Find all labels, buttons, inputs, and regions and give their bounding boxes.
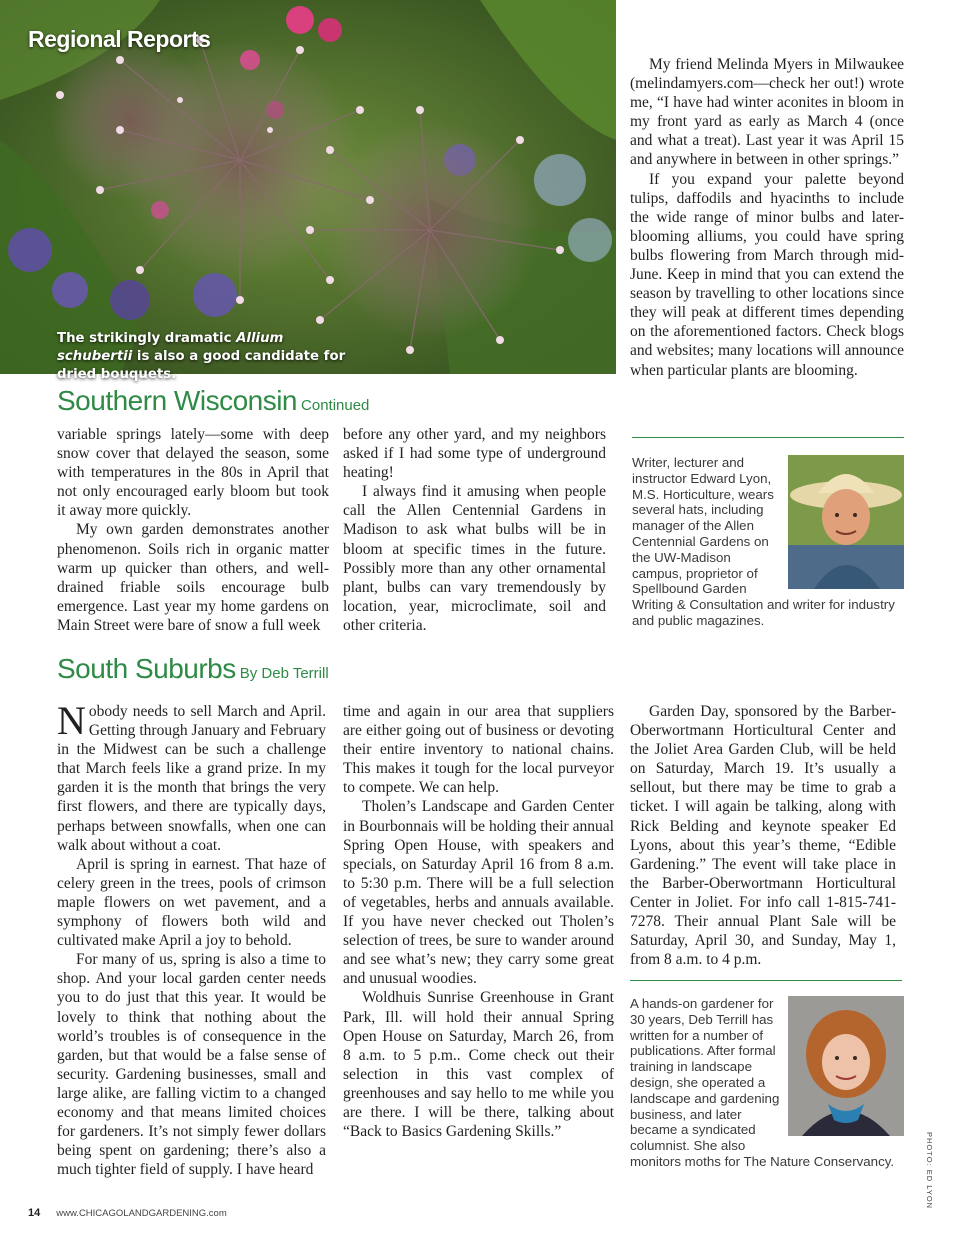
edward-lyon-bio-text: Writer, lecturer and instructor Edward Lyon, M.S. Horticulture, wears several hats, including manager of the Allen Centennial Gardens on the UW-Madison campus, proprietor of Spellbound Garden Writing & Consultation and writer for industry and public magazines. bbox=[632, 455, 895, 628]
section-tag: Regional Reports bbox=[28, 26, 211, 52]
sw-col3-para-1: My friend Melinda Myers in Milwaukee (melindamyers.com—check her out!) wrote me, “I have had winter aconites in bloom in my front yard as early as March 4 (once and what a treat). Last year it was April 15 and anywhere in between in other springs.” bbox=[630, 56, 904, 169]
caption-text-post: is also a good candidate for dried bouquets. bbox=[57, 349, 346, 382]
ss-col3-para-1: Garden Day, sponsored by the Barber-Oberwortmann Horticultural Center and the Joliet Area Garden Club, will be held on Saturday, March 19. It’s usually a sellout, but there may be time to grab a ticket. I will again be talking, along with Rick Belding and keynote speaker Ed Lyons, about this year’s theme, “Edible Gardening.” The event will take place in the Barber-Oberwortmann Horticultural Center in Joliet. For info call 1-815-741-7278. Their annual Plant Sale will be Saturday, April 30, and Sunday, May 1, from 8 a.m. to 4 p.m. bbox=[630, 703, 896, 969]
south-suburbs-byline: By Deb Terrill bbox=[239, 665, 329, 682]
page-number: 14 bbox=[28, 1207, 41, 1219]
sw-column-2 bbox=[343, 425, 606, 635]
edward-lyon-bio bbox=[632, 455, 904, 629]
page-footer bbox=[28, 1207, 227, 1219]
sw-col3-para-2: If you expand your palette beyond tulips, daffodils and hyacinths to include the wide range of minor bulbs and later-blooming alliums, you could have spring bulbs flowering from March through mid-June. Keep in mind that you can extend the season by travelling to other locations since they will peak at different times depending on the aforementioned factors. Check blogs and websites; many locations will announce when particular plants are blooming. bbox=[630, 170, 904, 379]
deb-terrill-portrait bbox=[788, 996, 904, 1136]
edward-lyon-portrait bbox=[788, 455, 904, 589]
sw-column-3 bbox=[630, 55, 904, 380]
ss-column-1 bbox=[57, 698, 326, 1179]
drop-cap: N bbox=[57, 698, 86, 743]
ss-col1-para-2: April is spring in earnest. That haze of celery green in the trees, pools of crimson maple flowers on wet pavement, and a symphony of flowers both wild and cultivated make April a joy to behold. bbox=[57, 855, 326, 950]
south-suburbs-heading bbox=[57, 653, 329, 685]
bio-divider-2 bbox=[630, 980, 902, 981]
photo-caption bbox=[57, 330, 357, 384]
southern-wisconsin-heading bbox=[57, 385, 369, 417]
ss-col1-para-3: For many of us, spring is also a time to shop. And your local garden center needs you to do just that this year. It would be lovely to think that nothing about the world’s troubles is of consequence in the garden, but that would be a false sense of security. Gardening businesses, small and large alike, are falling victim to a changed economy and that means limited choices for gardeners. It’s not simply fewer dollars being spent on gardening; there’s also a much tighter field of supply. I have heard bbox=[57, 951, 326, 1179]
southern-wisconsin-title: Southern Wisconsin bbox=[57, 385, 298, 416]
sw-col1-para-1: variable springs lately—some with deep snow cover that delayed the season, some with temperatures in the 80s in April that not only encouraged early bloom but took it away more quickly. bbox=[57, 426, 329, 520]
deb-terrill-photo bbox=[788, 996, 904, 1136]
southern-wisconsin-continued: Continued bbox=[301, 397, 370, 414]
ss-col1-para-1-text: obody needs to sell March and April. Getting through January and February in the Midwest can be such a challenge that March feels like a grand prize. In my garden it is the month that brings the very first flowers, and there are typically days, perhaps between snowfalls, when one can walk about without a coat. bbox=[57, 703, 326, 854]
website-url: www.CHICAGOLANDGARDENING.com bbox=[56, 1208, 227, 1219]
photo-credit: PHOTO: ED LYON bbox=[925, 1132, 934, 1210]
sw-col2-para-1: before any other yard, and my neighbors asked if I had some type of underground heating! bbox=[343, 426, 606, 482]
sw-column-1 bbox=[57, 425, 329, 635]
ss-col2-para-3: Woldhuis Sunrise Greenhouse in Grant Park, Ill. will hold their annual Spring Open House on Saturday, March 26, from 8 a.m. to 5 p.m.. Come check out their selection in this vast complex of greenhouses and say hello to me while you are there. I will be there, talking about “Back to Basics Gardening Skills.” bbox=[343, 989, 614, 1141]
deb-terrill-bio-text: A hands-on gardener for 30 years, Deb Terrill has written for a number of publications. After formal training in landscape design, she operated a landscape and gardening business, and later became a syndicated columnist. She also monitors moths for The Nature Conservancy. bbox=[630, 996, 895, 1169]
ss-col2-para-1: time and again in our area that suppliers are either going out of business or devoting their entire inventory to national chains. This makes it tough for the local purveyor to compete. We can help. bbox=[343, 703, 614, 797]
allium-photo-illustration bbox=[0, 0, 616, 374]
caption-species: Allium schubertii bbox=[57, 331, 284, 364]
bio-divider-1 bbox=[632, 437, 904, 438]
ss-col2-para-2: Tholen’s Landscape and Garden Center in Bourbonnais will be holding their annual Spring Open House, with speakers and specials, on Saturday April 16 from 8 a.m. to 5:30 p.m. There will be a full selection of vegetables, herbs and annuals available. If you have never checked out Tholen’s selection of trees, be sure to wander around and see what’s new; they carry some great and unusual woodies. bbox=[343, 798, 614, 988]
south-suburbs-title: South Suburbs bbox=[57, 653, 236, 684]
edward-lyon-photo bbox=[788, 455, 904, 589]
caption-text-pre: The strikingly dramatic bbox=[57, 331, 237, 346]
ss-column-3 bbox=[630, 702, 896, 969]
sw-col2-para-2: I always find it amusing when people call the Allen Centennial Gardens in Madison to ask what bulbs will be in bloom at specific times in the future. Possibly more than any other ornamental plant, bulbs can vary tremendously by location, year, microclimate, soil and other criteria. bbox=[343, 483, 606, 634]
deb-terrill-bio bbox=[630, 996, 904, 1170]
ss-col1-para-1 bbox=[57, 698, 326, 855]
allium-photo bbox=[0, 0, 616, 382]
ss-column-2 bbox=[343, 702, 614, 1141]
sw-col1-para-2: My own garden demonstrates another phenomenon. Soils rich in organic matter warm up quicker than others, and well-drained friable soils encourage bulb emergence. Last year my home gardens on Main Street were bare of snow a full week bbox=[57, 521, 329, 634]
